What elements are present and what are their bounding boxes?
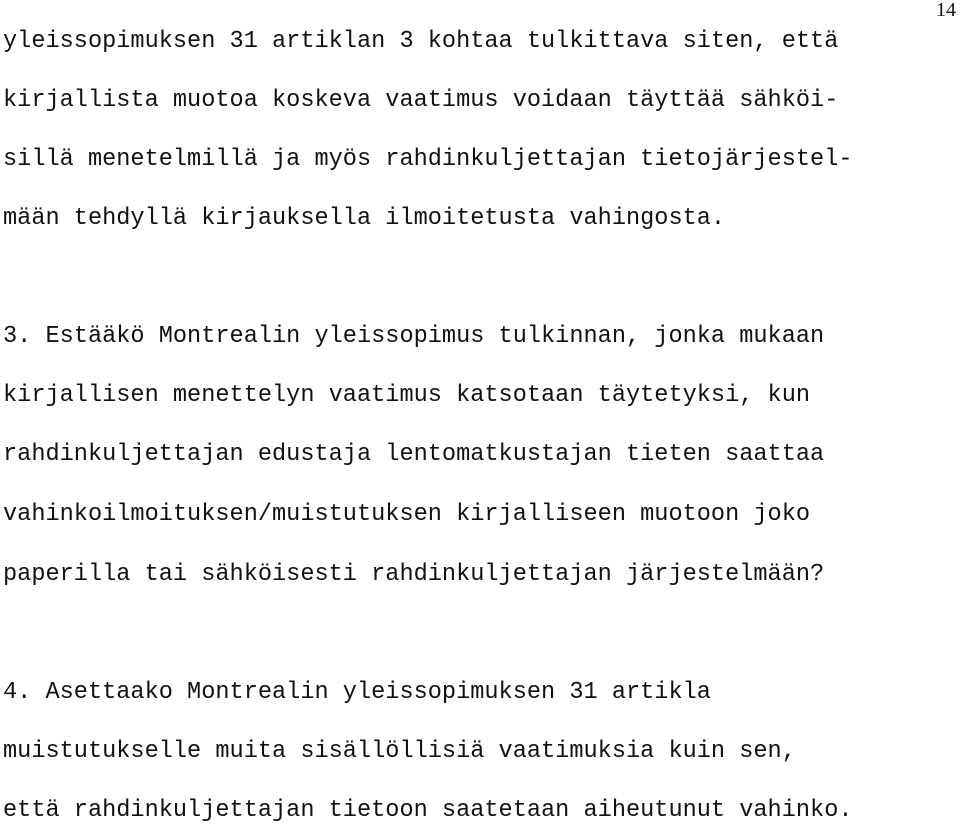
text-line: rahdinkuljettajan edustaja lentomatkustajan tieten saattaa (3, 441, 825, 468)
text-line: mään tehdyllä kirjauksella ilmoitetusta vahingosta. (3, 205, 726, 232)
text-line: kirjallista muotoa koskeva vaatimus voidaan täyttää sähköi- (3, 87, 839, 114)
text-line: kirjallisen menettelyn vaatimus katsotaan täytetyksi, kun (3, 382, 811, 409)
text-line: vahinkoilmoituksen/muistutuksen kirjalliseen muotoon joko (3, 501, 811, 528)
text-line: yleissopimuksen 31 artiklan 3 kohtaa tulkittava siten, että (3, 28, 839, 55)
text-line: paperilla tai sähköisesti rahdinkuljettajan järjestelmään? (3, 561, 825, 588)
text-line: 3. Estääkö Montrealin yleissopimus tulkinnan, jonka mukaan (3, 323, 825, 350)
text-line: muistutukselle muita sisällöllisiä vaatimuksia kuin sen, (3, 738, 796, 765)
page-number: 14 (936, 0, 956, 21)
text-line: 4. Asettaako Montrealin yleissopimuksen 31 artikla (3, 679, 711, 706)
text-line: sillä menetelmillä ja myös rahdinkuljettajan tietojärjestel- (3, 146, 853, 173)
text-line: että rahdinkuljettajan tietoon saatetaan aiheutunut vahinko. (3, 797, 853, 824)
